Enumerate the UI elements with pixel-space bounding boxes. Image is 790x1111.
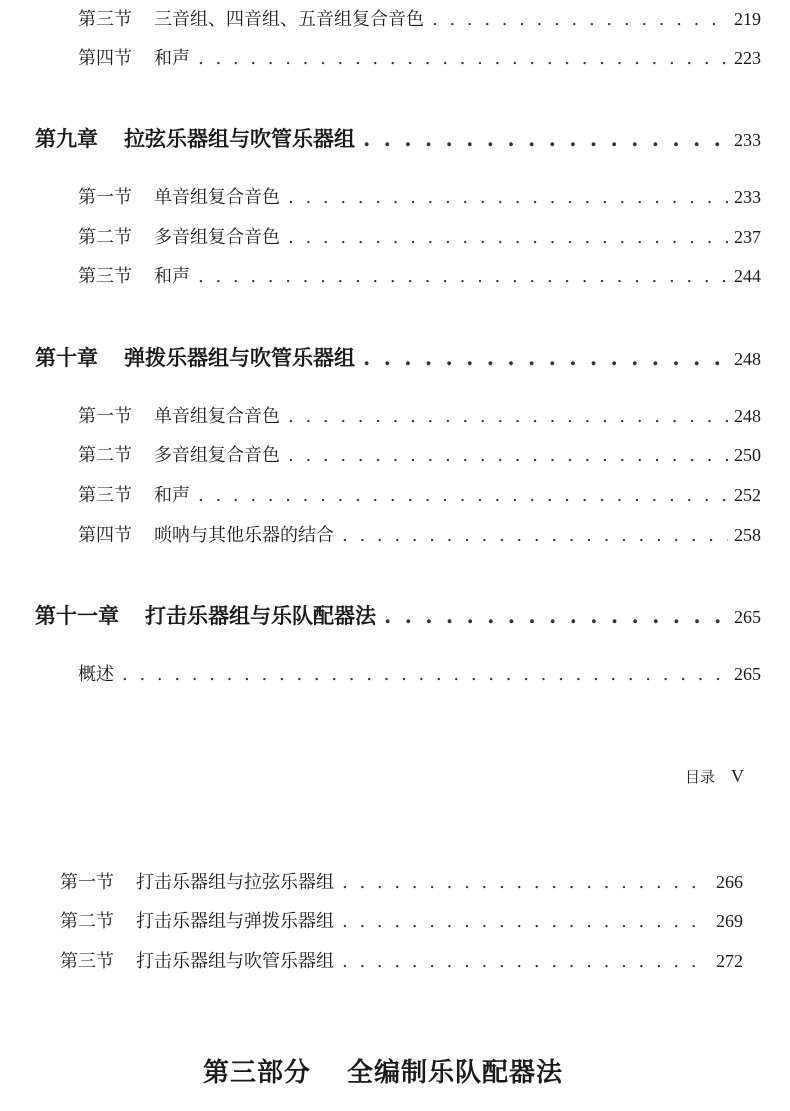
toc-entry-title: 和声	[154, 485, 190, 506]
dot-leader	[432, 9, 728, 30]
running-header-page: V	[731, 766, 745, 786]
dot-leader	[288, 187, 728, 208]
toc-entry	[78, 183, 761, 209]
toc-chapter-number: 第九章	[35, 126, 98, 151]
toc-chapter	[35, 600, 761, 630]
toc-entry-title: 和声	[154, 266, 190, 287]
dot-leader	[122, 664, 728, 685]
toc-chapter-page: 265	[734, 607, 761, 627]
toc-entry-number: 第四节	[78, 48, 132, 69]
toc-entry-number: 第一节	[78, 406, 132, 427]
part-heading-number: 第三部分	[202, 1058, 311, 1088]
toc-chapter-page: 248	[734, 349, 761, 369]
toc-entry	[60, 868, 743, 894]
dot-leader	[198, 266, 728, 287]
running-header-label: 目录	[685, 768, 716, 786]
toc-entry-number: 第三节	[60, 951, 114, 972]
toc-entry-number: 第二节	[60, 911, 114, 932]
toc-entry-page: 250	[734, 445, 761, 465]
toc-entry-title: 三音组、四音组、五音组复合音色	[154, 9, 424, 30]
toc-entry-page: 233	[734, 187, 761, 207]
toc-entry-title: 唢呐与其他乐器的结合	[154, 525, 334, 546]
toc-entry-page: 266	[716, 872, 743, 892]
toc-chapter	[35, 123, 761, 153]
dot-leader	[288, 445, 728, 466]
dot-leader	[288, 406, 728, 427]
toc-entry-page: 258	[734, 525, 761, 545]
toc-entry-page: 252	[734, 485, 761, 505]
toc-entry-title: 概述	[78, 664, 114, 685]
dot-leader	[342, 872, 710, 893]
toc-entry-title: 多音组复合音色	[154, 227, 280, 248]
toc-entry-page: 244	[734, 266, 761, 286]
running-header	[685, 766, 744, 787]
dot-leader	[363, 126, 728, 151]
dot-leader	[363, 345, 728, 370]
toc-entry-page: 223	[734, 48, 761, 68]
toc-chapter	[35, 342, 761, 372]
toc-entry	[78, 262, 761, 288]
dot-leader	[288, 227, 728, 248]
dot-leader	[342, 911, 710, 932]
toc-entry	[78, 44, 761, 70]
toc-entry-page: 272	[716, 951, 743, 971]
toc-entry-title: 多音组复合音色	[154, 445, 280, 466]
toc-chapter-title: 拉弦乐器组与吹管乐器组	[124, 126, 355, 151]
toc-entry-title: 单音组复合音色	[154, 187, 280, 208]
toc-entry-title: 打击乐器组与拉弦乐器组	[136, 872, 334, 893]
dot-leader	[198, 48, 728, 69]
toc-entry	[78, 402, 761, 428]
toc-entry	[60, 947, 743, 973]
toc-entry	[78, 521, 761, 547]
toc-entry-page: 269	[716, 911, 743, 931]
toc-chapter-title: 弹拨乐器组与吹管乐器组	[124, 345, 355, 370]
toc-chapter-number: 第十一章	[35, 603, 119, 628]
toc-entry-title: 打击乐器组与弹拨乐器组	[136, 911, 334, 932]
toc-entry-page: 248	[734, 406, 761, 426]
toc-entry-title: 单音组复合音色	[154, 406, 280, 427]
toc-entry-number: 第一节	[78, 187, 132, 208]
toc-entry	[78, 441, 761, 467]
toc-entry-number: 第三节	[78, 9, 132, 30]
part-heading	[0, 1052, 766, 1089]
toc-entry-number: 第一节	[60, 872, 114, 893]
toc-entry-number: 第二节	[78, 445, 132, 466]
toc-entry	[78, 223, 761, 249]
toc-entry-number: 第四节	[78, 525, 132, 546]
toc-entry-number: 第三节	[78, 266, 132, 287]
dot-leader	[384, 603, 728, 628]
toc-entry	[78, 481, 761, 507]
toc-entry-number: 第三节	[78, 485, 132, 506]
toc-entry-number: 第二节	[78, 227, 132, 248]
toc-chapter-page: 233	[734, 130, 761, 150]
toc-entry	[60, 907, 743, 933]
toc-entry-title: 打击乐器组与吹管乐器组	[136, 951, 334, 972]
toc-entry	[78, 660, 761, 686]
toc-chapter-number: 第十章	[35, 345, 98, 370]
toc-entry-title: 和声	[154, 48, 190, 69]
toc-entry-page: 237	[734, 227, 761, 247]
toc-entry-page: 265	[734, 664, 761, 684]
dot-leader	[342, 951, 710, 972]
toc-entry-page: 219	[734, 9, 761, 29]
dot-leader	[198, 485, 728, 506]
toc-chapter-title: 打击乐器组与乐队配器法	[145, 603, 376, 628]
dot-leader	[342, 525, 728, 546]
toc-entry	[78, 5, 761, 31]
part-heading-title: 全编制乐队配器法	[347, 1058, 564, 1088]
